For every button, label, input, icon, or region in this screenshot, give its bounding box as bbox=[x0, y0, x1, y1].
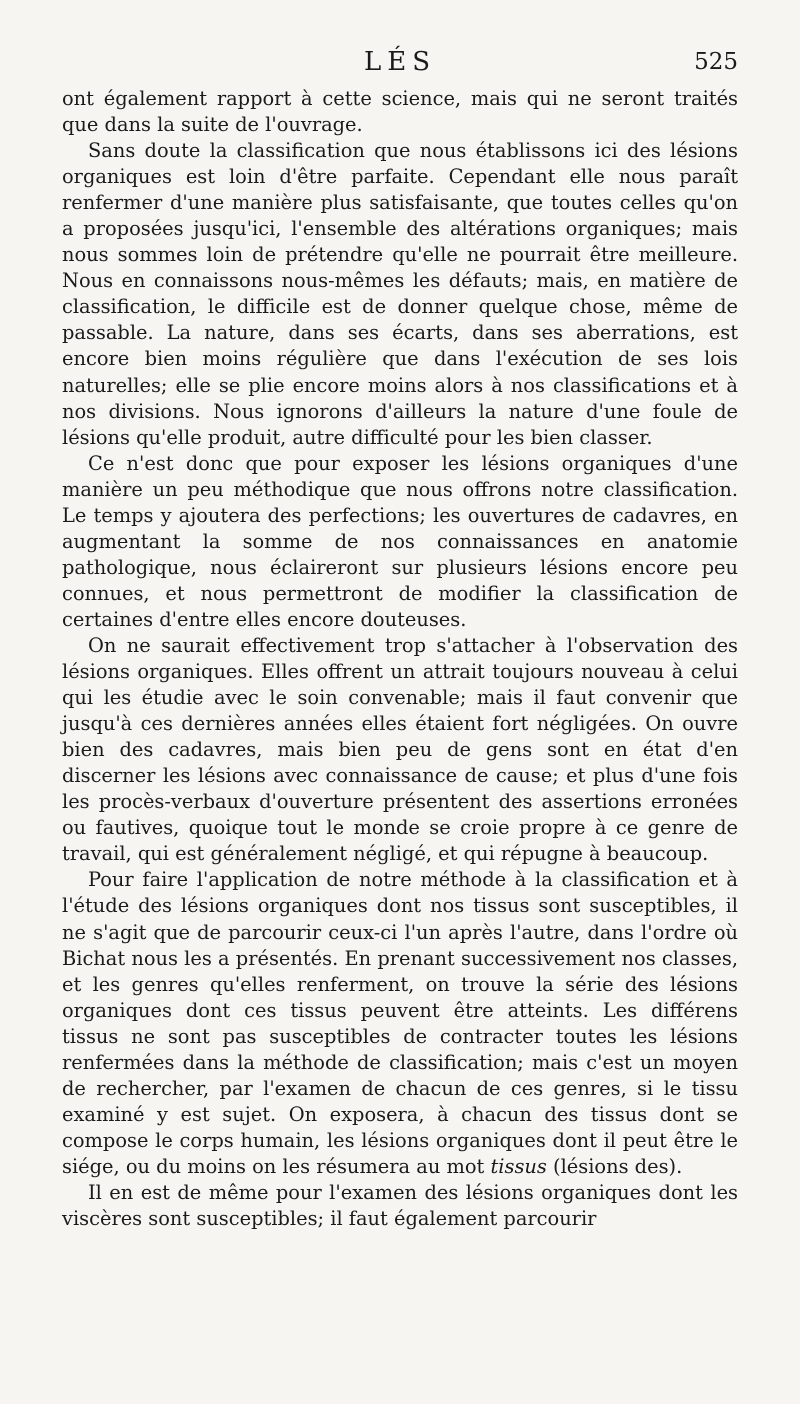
paragraph-viscera: Il en est de même pour l'examen des lésions organiques dont les viscères sont susceptibles; il faut également parcourir bbox=[62, 1180, 738, 1231]
page-number: 525 bbox=[694, 49, 738, 75]
paragraph-classification: Sans doute la classification que nous établissons ici des lésions organiques est loin d'être parfaite. Cependant elle nous paraît renfermer d'une manière plus satisfaisante, que toutes celles qu'on a proposées jusqu'ici, l'ensemble des altérations organiques; mais nous sommes loin de prétendre qu'elle ne pourrait être meilleure. Nous en connaissons nous-mêmes les défauts; mais, en matière de classification, le difficile est de donner quelque chose, même de passable. La nature, dans ses écarts, dans ses aberrations, est encore bien moins régulière que dans l'exécution de ses lois naturelles; elle se plie encore moins alors à nos classifications et à nos divisions. Nous ignorons d'ailleurs la nature d'une foule de lésions qu'elle produit, autre difficulté pour les bien classer. bbox=[62, 139, 738, 449]
paragraph-continued: ont également rapport à cette science, mais qui ne seront traités que dans la suite de l'ouvrage. bbox=[62, 87, 738, 137]
running-title: LÉS bbox=[363, 47, 437, 77]
running-head bbox=[62, 44, 738, 80]
paragraph-application-text: Pour faire l'application de notre méthode à la classification et à l'étude des lésions organiques dont nos tissus sont susceptibles, il ne s'agit que de parcourir ceux-ci l'un après l'autre, dans l'ordre où Bichat nous les a présentés. En prenant successivement nos classes, et les genres qu'elles renferment, on trouve la série des lésions organiques dont ces tissus peuvent être atteints. Les différens tissus ne sont pas susceptibles de contracter toutes les lésions renfermées dans la méthode de classification; mais c'est un moyen de rechercher, par l'examen de chacun de ces genres, si le tissu examiné y est sujet. On exposera, à chacun des tissus dont se compose le corps humain, les lésions organiques dont il peut être le siége, ou du moins on les résumera au mot bbox=[62, 868, 738, 1178]
paragraph-method: Ce n'est donc que pour exposer les lésions organiques d'une manière un peu méthodique que nous offrons notre classification. Le temps y ajoutera des perfections; les ouvertures de cadavres, en augmentant la somme de nos connaissances en anatomie pathologique, nous éclaireront sur plusieurs lésions encore peu connues, et nous permettront de modifier la classification de certaines d'entre elles encore douteuses. bbox=[62, 451, 738, 631]
paragraph-observation: On ne saurait effectivement trop s'attacher à l'observation des lésions organiques. Elles offrent un attrait toujours nouveau à celui qui les étudie avec le soin convenable; mais il faut convenir que jusqu'à ces dernières années elles étaient fort négligées. On ouvre bien des cadavres, mais bien peu de gens sont en état d'en discerner les lésions avec connaissance de cause; et plus d'une fois les procès-verbaux d'ouverture présentent des assertions erronées ou fautives, quoique tout le monde se croie propre à ce genre de travail, qui est généralement négligé, et qui répugne à beaucoup. bbox=[62, 633, 738, 866]
italic-term: tissus bbox=[490, 1154, 547, 1178]
paragraph-application bbox=[62, 867, 738, 1180]
body-text bbox=[62, 86, 738, 1232]
paragraph-application-end: (lésions des). bbox=[546, 1154, 683, 1178]
